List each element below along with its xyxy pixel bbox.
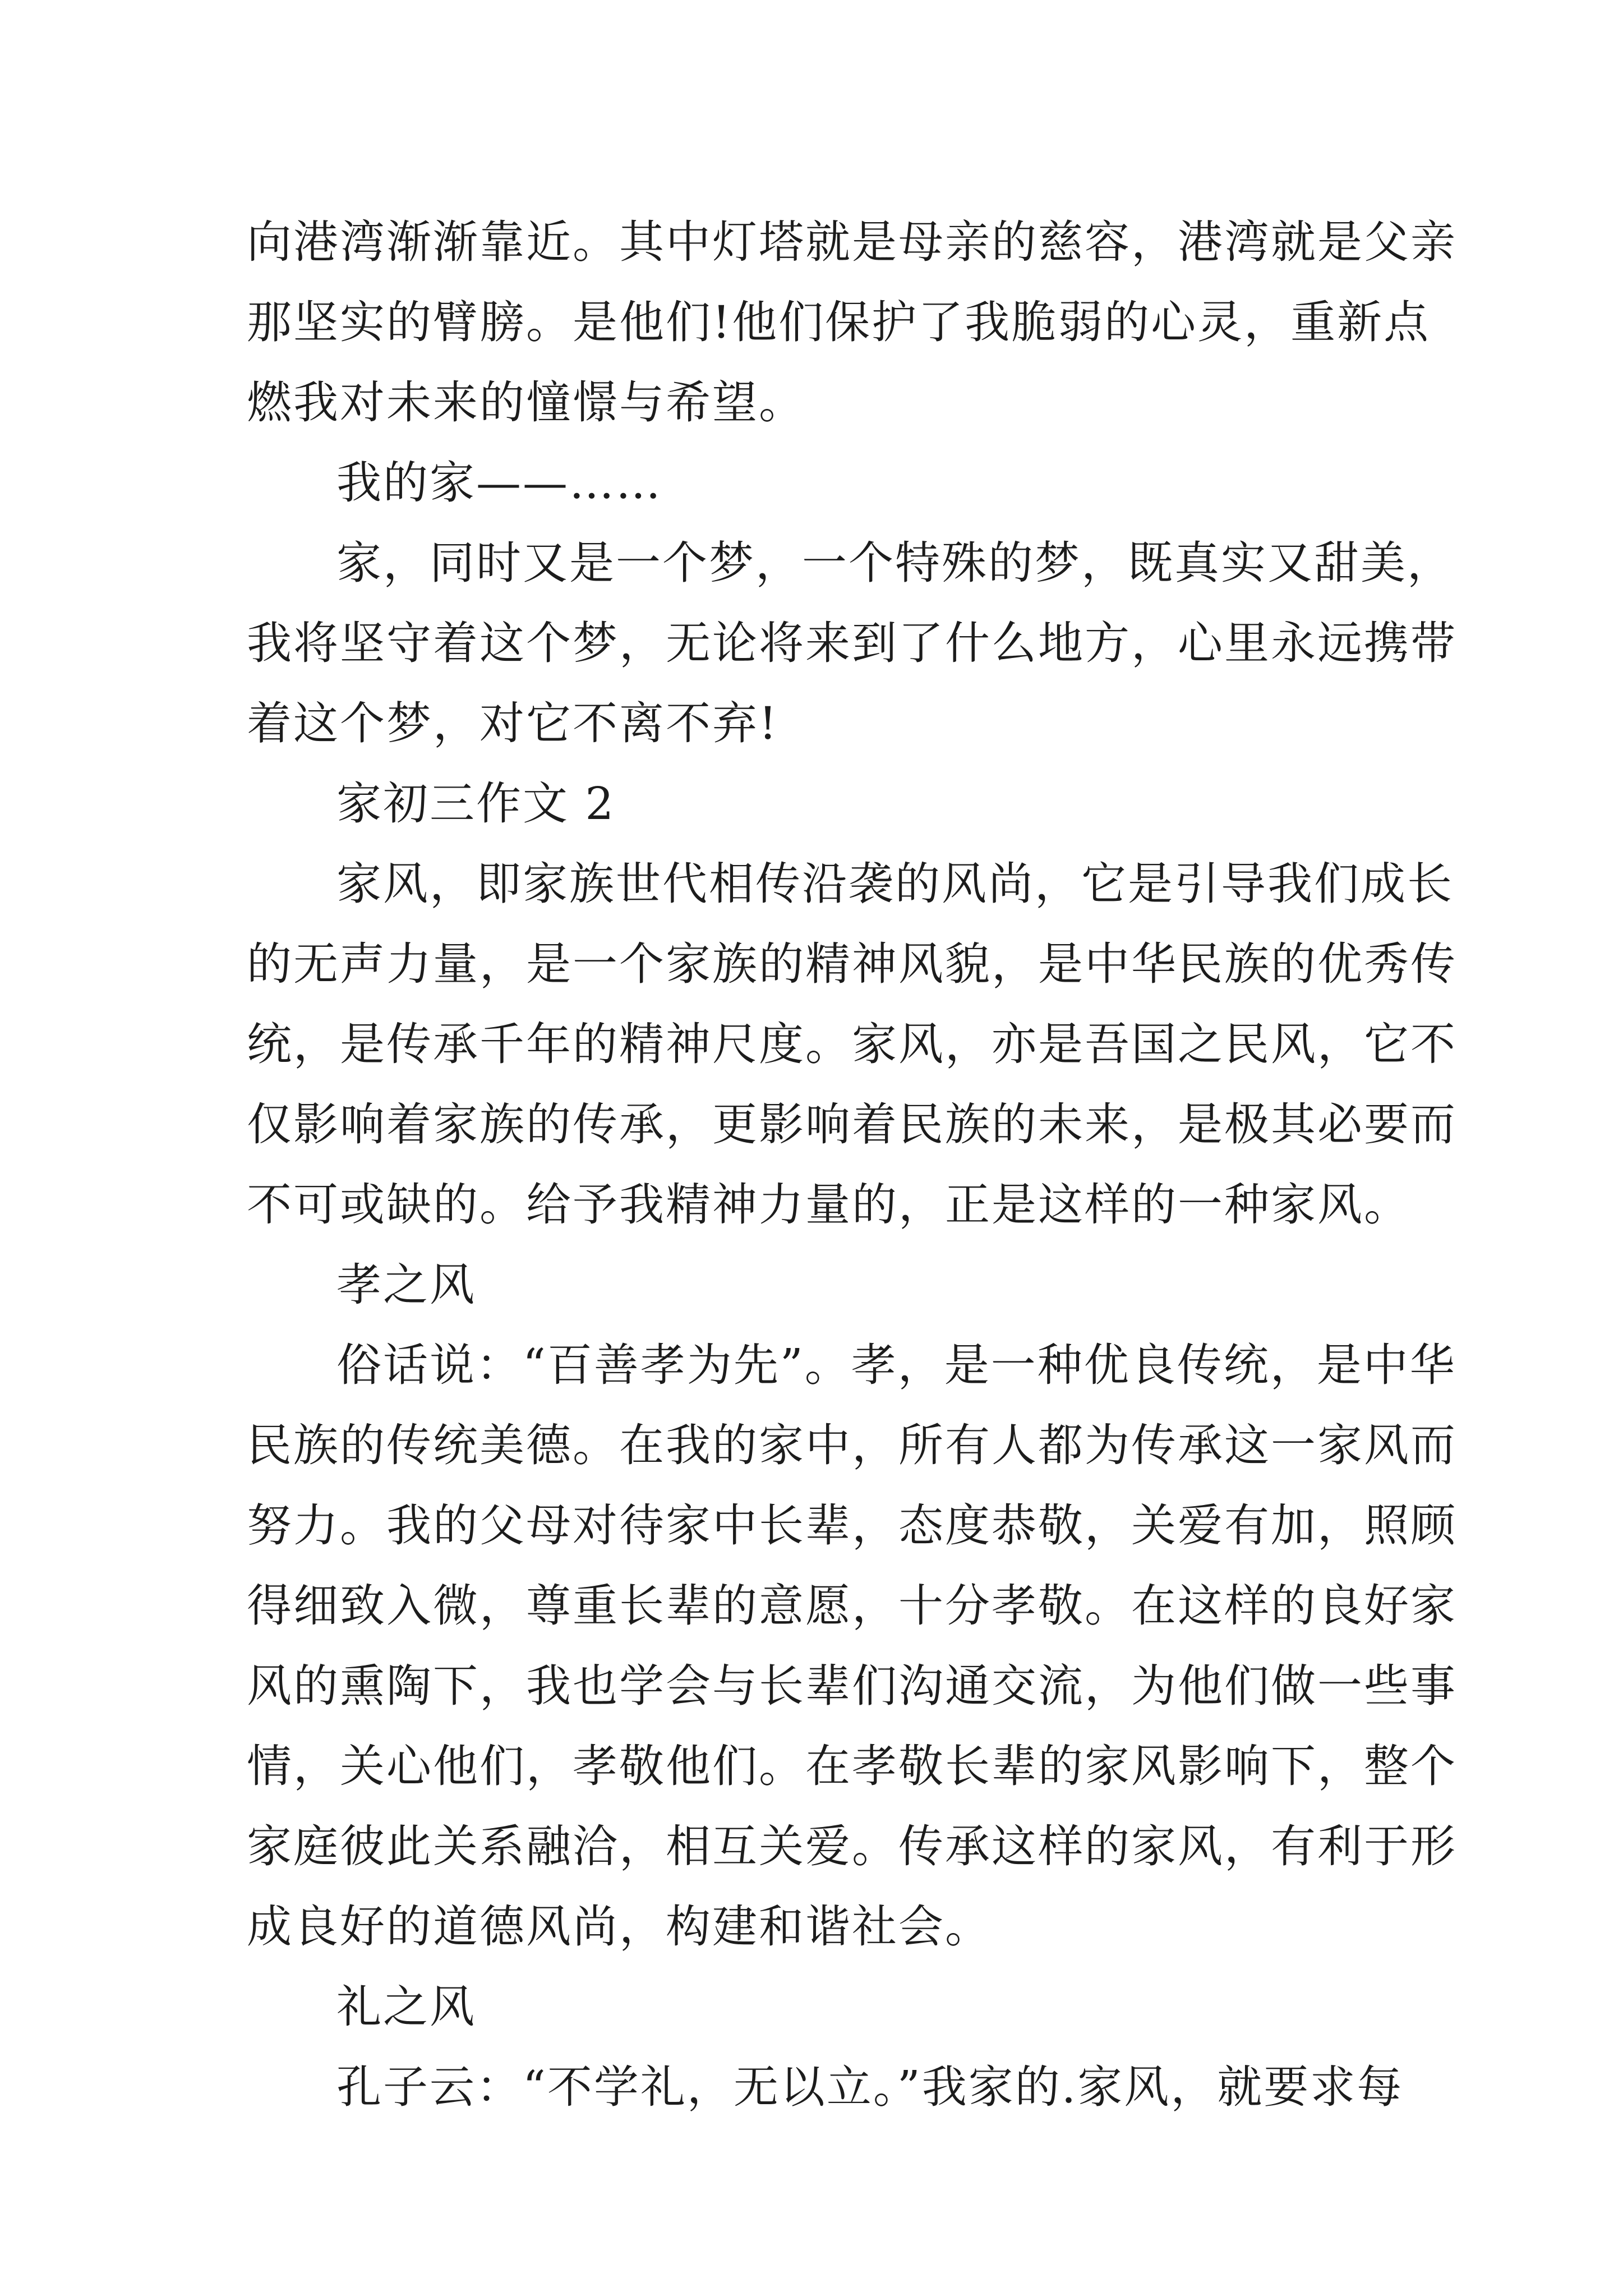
section-heading: 我的家——…… (336, 457, 662, 509)
text-line: 燃我对未来的憧憬与希望。 (247, 376, 805, 429)
paragraph-start: 家，同时又是一个梦，一个特殊的梦，既真实又甜美， (336, 537, 1454, 589)
text-line: 我将坚守着这个梦，无论将来到了什么地方，心里永远携带 (247, 617, 1457, 669)
section-heading: 礼之风 (336, 1981, 476, 2033)
paragraph-start: 孔子云：“不学礼，无以立。”我家的.家风，就要求每 (336, 2061, 1404, 2113)
text-line: 着这个梦，对它不离不弃! (247, 697, 779, 749)
text-line: 的无声力量，是一个家族的精神风貌，是中华民族的优秀传 (247, 938, 1457, 990)
text-line: 风的熏陶下，我也学会与长辈们沟通交流，为他们做一些事 (247, 1660, 1457, 1712)
text-line: 努力。我的父母对待家中长辈，态度恭敬，关爱有加，照顾 (247, 1499, 1457, 1552)
text-line: 家庭彼此关系融洽，相互关爱。传承这样的家风，有利于形 (247, 1820, 1457, 1872)
text-line: 向港湾渐渐靠近。其中灯塔就是母亲的慈容，港湾就是父亲 (247, 216, 1457, 268)
text-line: 不可或缺的。给予我精神力量的，正是这样的一种家风。 (247, 1179, 1410, 1231)
text-line: 情，关心他们，孝敬他们。在孝敬长辈的家风影响下，整个 (247, 1740, 1457, 1792)
paragraph-start: 俗话说：“百善孝为先”。孝，是一种优良传统，是中华 (336, 1339, 1456, 1391)
text-line: 得细致入微，尊重长辈的意愿，十分孝敬。在这样的良好家 (247, 1580, 1457, 1632)
text-line: 仅影响着家族的传承，更影响着民族的未来，是极其必要而 (247, 1098, 1457, 1151)
document-body (247, 202, 1457, 2127)
text-line: 民族的传统美德。在我的家中，所有人都为传承这一家风而 (247, 1419, 1457, 1471)
section-heading: 孝之风 (336, 1259, 476, 1311)
paragraph-start: 家风，即家族世代相传沿袭的风尚，它是引导我们成长 (336, 858, 1454, 910)
text-line: 成良好的道德风尚，构建和谐社会。 (247, 1901, 992, 1953)
text-line: 统，是传承千年的精神尺度。家风，亦是吾国之民风，它不 (247, 1018, 1457, 1070)
essay-title: 家初三作文 2 (336, 777, 616, 830)
text-line: 那坚实的臂膀。是他们!他们保护了我脆弱的心灵，重新点 (247, 296, 1431, 348)
